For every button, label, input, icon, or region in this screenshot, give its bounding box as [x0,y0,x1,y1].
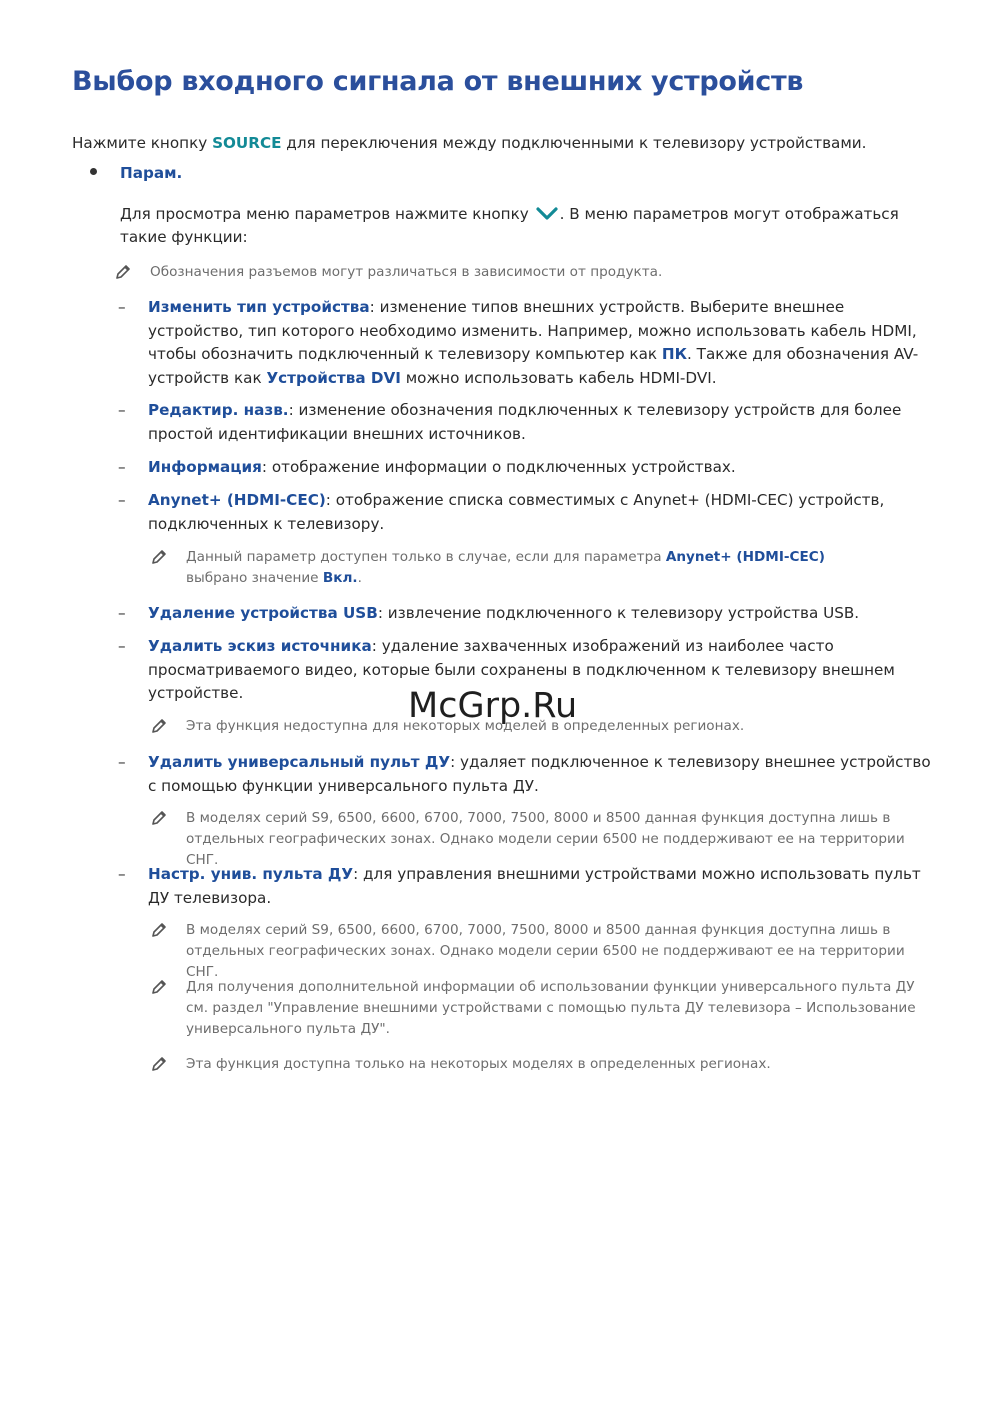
dash-marker: – [118,401,126,419]
source-key-label: SOURCE [212,134,282,152]
note-keyword-anynet: Anynet+ (HDMI-CEC) [665,549,825,565]
intro-text-after: для переключения между подключенными к телевизору устройствами. [281,134,867,152]
note-text: Обозначения разъемов могут различаться в зависимости от продукта. [150,264,663,280]
pencil-note-icon [150,809,168,827]
param-description [120,203,930,249]
item-keyword-pc: ПК [661,345,688,363]
pencil-note-icon [150,978,168,996]
note-text: В моделях серий S9, 6500, 6600, 6700, 7000, 7500, 8000 и 8500 данная функция доступна лишь в отдельных географических зонах. Однако модели серии 6500 не поддерживают ее на территории СНГ. [186,922,905,980]
item-term: Удаление устройства USB [148,604,378,622]
dash-marker: – [118,865,126,883]
param-desc-after: . В меню параметров могут отображаться такие функции: [120,205,899,246]
note-text: В моделях серий S9, 6500, 6600, 6700, 7000, 7500, 8000 и 8500 данная функция доступна лишь в отдельных географических зонах. Однако модели серии 6500 не поддерживают ее на территории СНГ. [186,810,905,868]
pencil-note-icon [150,548,168,566]
note-availability [186,1054,926,1075]
item-text: : отображение информации о подключенных устройствах. [261,458,736,476]
note-text: . [357,570,362,586]
dash-marker: – [118,637,126,655]
note-anynet [186,547,886,589]
param-title: Парам. [120,164,183,182]
bullet-dot [90,168,97,175]
list-item [118,399,938,446]
item-text: : для управления внешними устройствами можно использовать пульт ДУ телевизора. [148,865,921,907]
item-term: Anynet+ (HDMI-CEC) [148,491,326,509]
item-term: Редактир. назв. [148,401,289,419]
list-item [118,489,938,536]
note-text: выбрано значение [186,570,323,586]
item-term: Удалить эскиз источника [148,637,372,655]
item-text: : изменение типов внешних устройств. Выберите внешнее устройство, тип которого необходимо изменить. Например, можно использовать кабель HDMI, чтобы обозначить подключенный к телевизору компьютер как [148,298,917,363]
intro-text-before: Нажмите кнопку [72,134,213,152]
item-term: Удалить универсальный пульт ДУ [148,753,451,771]
note-text: Данный параметр доступен только в случае, если для параметра [186,549,666,565]
note-connectors [150,262,930,283]
chevron-down-icon [536,206,558,222]
pencil-note-icon [114,263,132,281]
page-title: Выбор входного сигнала от внешних устройств [72,66,804,97]
note-keyword-on: Вкл. [322,570,358,586]
item-text: : изменение обозначения подключенных к телевизору устройств для более простой идентификации внешних источников. [148,401,902,443]
list-item [118,863,938,910]
item-text: : удаляет подключенное к телевизору внешнее устройство с помощью функции универсального пульта ДУ. [148,753,931,795]
item-term: Информация [148,458,262,476]
note-text: Эта функция недоступна для некоторых моделей в определенных регионах. [186,718,745,734]
pencil-note-icon [150,1055,168,1073]
list-item [118,296,938,390]
watermark: McGrp.Ru [408,686,578,726]
note-text: Для получения дополнительной информации об использовании функции универсального пульта ДУ см. раздел "Управление внешними устройствами с помощью пульта ДУ телевизора – Использование универсального пульта ДУ". [186,979,916,1037]
dash-marker: – [118,604,126,622]
list-item [118,751,938,798]
dash-marker: – [118,753,126,771]
item-keyword-dvi: Устройства DVI [266,368,401,387]
item-term: Настр. унив. пульта ДУ [148,865,354,883]
item-text: можно использовать кабель HDMI-DVI. [400,368,717,387]
dash-marker: – [118,298,126,316]
intro-paragraph [72,134,867,152]
list-item [118,602,938,626]
note-more-info [186,977,926,1040]
dash-marker: – [118,458,126,476]
note-regions [186,808,936,871]
pencil-note-icon [150,717,168,735]
item-text: : извлечение подключенного к телевизору устройства USB. [377,604,860,622]
param-desc-before: Для просмотра меню параметров нажмите кнопку [120,205,534,223]
item-text: : отображение списка совместимых с Anynet+ (HDMI-CEC) устройств, подключенных к телевизору. [148,491,885,533]
dash-marker: – [118,491,126,509]
item-text: . Также для обозначения AV-устройств как [148,345,919,387]
list-item [118,456,938,480]
pencil-note-icon [150,921,168,939]
item-text: : удаление захваченных изображений из наиболее часто просматриваемого видео, которые были сохранены в подключенном к телевизору внешнем устройстве. [148,637,895,702]
note-regions [186,920,936,983]
note-text: Эта функция доступна только на некоторых моделях в определенных регионах. [186,1056,771,1072]
item-term: Изменить тип устройства [148,298,370,316]
